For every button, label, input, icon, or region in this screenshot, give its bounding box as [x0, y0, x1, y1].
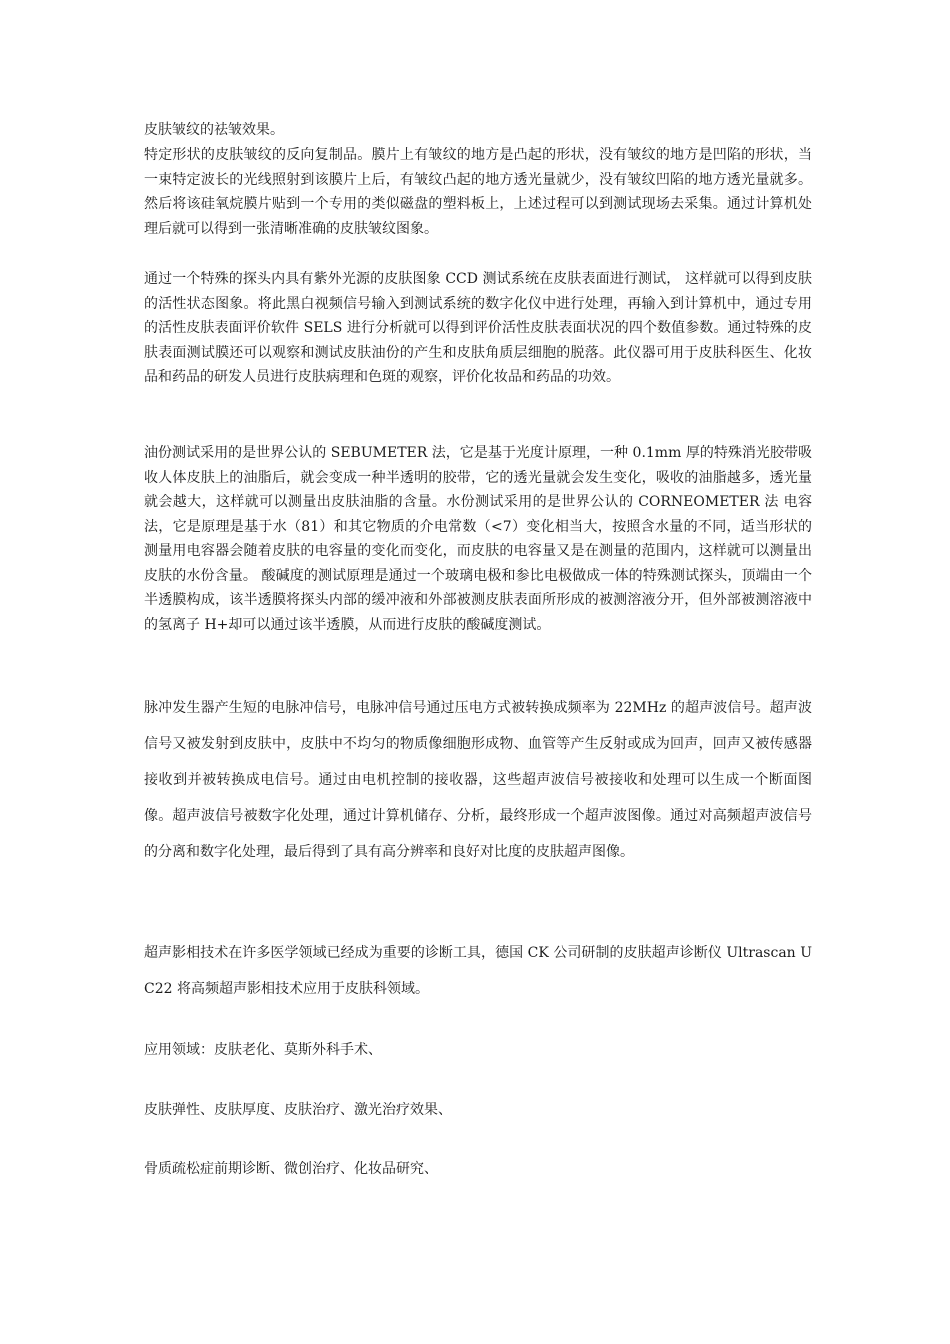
applications-line-1: 应用领域：皮肤老化、莫斯外科手术、: [144, 1042, 382, 1058]
paragraph-wrinkle-effect: 皮肤皱纹的祛皱效果。: [144, 122, 284, 138]
applications-line-2: 皮肤弹性、皮肤厚度、皮肤治疗、激光治疗效果、: [144, 1102, 452, 1118]
paragraph-oil-water-ph: 油份测试采用的是世界公认的 SEBUMETER 法，它是基于光度计原理，一种 0.1mm 厚的特殊消光胶带吸收人体皮肤上的油脂后，就会变成一种半透明的胶带，它的透光量就会发生变化，吸收的油脂越多，透光量就会越大，这样就可以测量出皮肤油脂的含量。水份测试采用的是世界公认的 CORNEOMETER 法 电容法，它是原理是基于水（81）和其它物质的介电常数（<7）变化相当大，按照含水量的不同，适当形状的测量用电容器会随着皮肤的电容量的变化而变化，而皮肤的电容量又是在测量的范围内，这样就可以测量出皮肤的水份含量。 酸碱度的测试原理是通过一个玻璃电极和参比电极做成一体的特殊测试探头，顶端由一个半透膜构成，该半透膜将探头内部的缓冲液和外部被测皮肤表面所形成的被测溶液分开，但外部被测溶液中的氢离子 H+却可以通过该半透膜，从而进行皮肤的酸碱度测试。: [144, 445, 812, 633]
paragraph-ccd-imaging: 通过一个特殊的探头内具有紫外光源的皮肤图象 CCD 测试系统在皮肤表面进行测试， 这样就可以得到皮肤的活性状态图象。将此黑白视频信号输入到测试系统的数字化仪中进行处理，再输入到计算机中，通过专用的活性皮肤表面评价软件 SELS 进行分析就可以得到评价活性皮肤表面状况的四个数值参数。通过特殊的皮肤表面测试膜还可以观察和测试皮肤油份的产生和皮肤角质层细胞的脱落。此仪器可用于皮肤科医生、化妆品和药品的研发人员进行皮肤病理和色斑的观察，评价化妆品和药品的功效。: [144, 271, 812, 385]
paragraph-ultrascan-intro: 超声影相技术在许多医学领域已经成为重要的诊断工具，德国 CK 公司研制的皮肤超声诊断仪 Ultrascan UC22 将高频超声影相技术应用于皮肤科领域。: [144, 945, 812, 997]
applications-line-3: 骨质疏松症前期诊断、微创治疗、化妆品研究、: [144, 1161, 438, 1177]
paragraph-wrinkle-replica: 特定形状的皮肤皱纹的反向复制品。膜片上有皱纹的地方是凸起的形状，没有皱纹的地方是凹陷的形状，当一束特定波长的光线照射到该膜片上后，有皱纹凸起的地方透光量就少，没有皱纹凹陷的地方透光量就多。然后将该硅氧烷膜片贴到一个专用的类似磁盘的塑料板上，上述过程可以到测试现场去采集。通过计算机处理后就可以得到一张清晰准确的皮肤皱纹图象。: [144, 147, 812, 237]
paragraph-ultrasound-principle: 脉冲发生器产生短的电脉冲信号，电脉冲信号通过压电方式被转换成频率为 22MHz 的超声波信号。超声波信号又被发射到皮肤中，皮肤中不均匀的物质像细胞形成物、血管等产生反射或成为回声，回声又被传感器接收到并被转换成电信号。通过由电机控制的接收器，这些超声波信号被接收和处理可以生成一个断面图像。超声波信号被数字化处理，通过计算机储存、分析，最终形成一个超声波图像。通过对高频超声波信号的分离和数字化处理，最后得到了具有高分辨率和良好对比度的皮肤超声图像。: [144, 700, 812, 860]
